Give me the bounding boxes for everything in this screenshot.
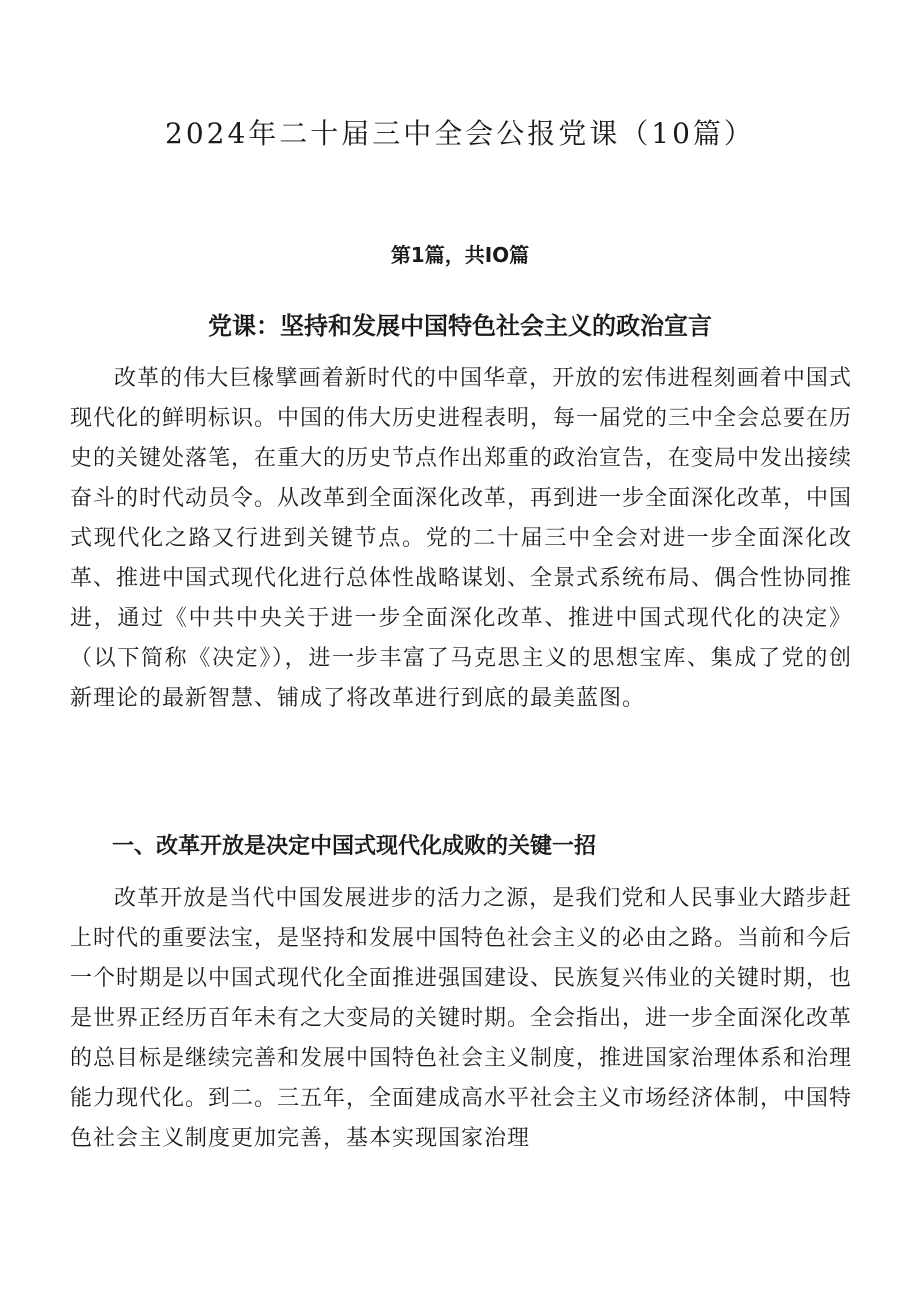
section-heading: 一、改革开放是决定中国式现代化成败的关键一招	[112, 834, 597, 859]
part-counter: 第1篇，共IO篇	[390, 243, 530, 267]
lesson-title: 党课：坚持和发展中国特色社会主义的政治宣言	[208, 312, 712, 340]
document-title: 2024年二十届三中全会公报党课（10篇）	[165, 117, 755, 150]
body-paragraph: 改革开放是当代中国发展进步的活力之源，是我们党和人民事业大踏步赶上时代的重要法宝，是坚持和发展中国特色社会主义的必由之路。当前和今后一个时期是以中国式现代化全面推进强国建设、民族复兴伟业的关键时期，也是世界正经历百年未有之大变局的关键时期。全会指出，进一步全面深化改革的总目标是继续完善和发展中国特色社会主义制度，推进国家治理体系和治理能力现代化。到二。三五年，全面建成高水平社会主义市场经济体制，中国特色社会主义制度更加完善，基本实现国家治理	[70, 886, 853, 1151]
body-paragraph: 改革的伟大巨椽擘画着新时代的中国华章，开放的宏伟进程刻画着中国式现代化的鲜明标识。中国的伟大历史进程表明，每一届党的三中全会总要在历史的关键处落笔，在重大的历史节点作出郑重的政治宣告，在变局中发出接续奋斗的时代动员令。从改革到全面深化改革，再到进一步全面深化改革，中国式现代化之路又行进到关键节点。党的二十届三中全会对进一步全面深化改革、推进中国式现代化进行总体性战略谋划、全景式系统布局、偶合性协同推进，通过《中共中央关于进一步全面深化改革、推进中国式现代化的决定》（以下简称《决定》），进一步丰富了马克思主义的思想宝库、集成了党的创新理论的最新智慧、铺成了将改革进行到底的最美蓝图。	[70, 366, 853, 711]
